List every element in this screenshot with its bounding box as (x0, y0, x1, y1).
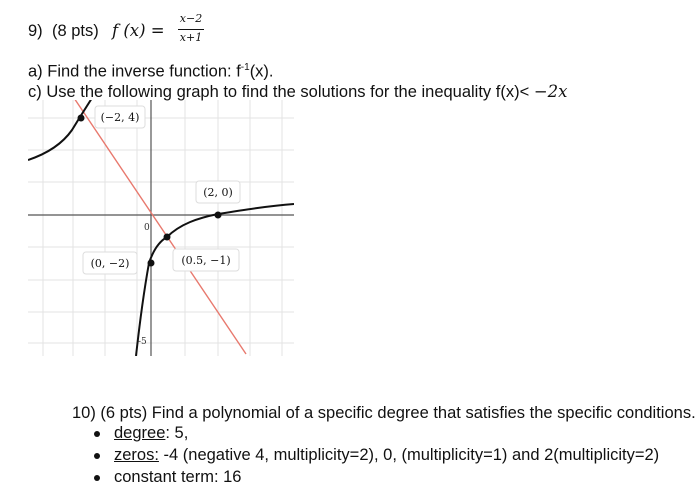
q9-part-a (28, 62, 274, 82)
q9-part-a-end: (x). (249, 62, 274, 81)
point-0.5-minus1 (164, 234, 171, 241)
label-box-minus2-4 (95, 106, 145, 128)
y-tick-label-minus5: -5 (138, 337, 147, 347)
point-minus2-4 (78, 115, 85, 122)
q10-item-constant-text: 16 (218, 468, 242, 486)
line-y-equals-minus-2x (70, 100, 246, 354)
label-2-0: (2, 0) (203, 186, 233, 199)
point-0-minus2 (148, 260, 155, 267)
q10-item-degree-key: degree (114, 424, 166, 442)
bullet-icon (94, 453, 100, 459)
bullet-icon (94, 475, 100, 481)
bullet-icon (94, 431, 100, 437)
point-2-0 (215, 212, 222, 219)
q10-item-degree-text: : 5, (165, 424, 189, 442)
label-box-0.5-minus1 (173, 249, 239, 271)
q9-points: (8 pts) (52, 22, 99, 40)
q10-item-constant (114, 468, 241, 487)
q9-fraction-bar (178, 29, 204, 30)
q10-item-degree (114, 424, 188, 443)
q9-part-c-text: c) Use the following graph to find the solutions for the inequality f(x)< (28, 83, 534, 101)
label-0.5-minus1: (0.5, −1) (181, 254, 231, 267)
q9-function-lhs: f (x) = (112, 21, 165, 40)
graph (28, 100, 294, 356)
q9-part-a-sup: -1 (240, 62, 250, 73)
q9-part-a-text: a) Find the inverse function: f (28, 62, 241, 81)
label-minus2-4: (−2, 4) (100, 111, 140, 124)
q9-part-c-math: −2x (533, 82, 568, 101)
q9-fraction-denominator: x+1 (179, 31, 203, 44)
label-box-0-minus2 (83, 252, 137, 274)
label-box-2-0 (196, 181, 240, 203)
label-0-minus2: (0, −2) (90, 257, 130, 270)
origin-label: 0 (144, 223, 150, 233)
q10-item-constant-key: constant term: (114, 468, 219, 486)
q9-part-c (28, 82, 567, 102)
q10-title: 10) (6 pts) Find a polynomial of a specific degree that satisfies the specific conditions. (72, 404, 696, 422)
q10-item-zeros-text: -4 (negative 4, multiplicity=2), 0, (multiplicity=1) and 2(multiplicity=2) (158, 446, 660, 464)
q10-item-zeros-key: zeros: (114, 446, 159, 464)
q9-fraction-numerator: x−2 (179, 12, 203, 25)
q9-number: 9) (28, 22, 43, 40)
function-curve-left-branch (28, 100, 92, 160)
q10-item-zeros (114, 446, 659, 465)
